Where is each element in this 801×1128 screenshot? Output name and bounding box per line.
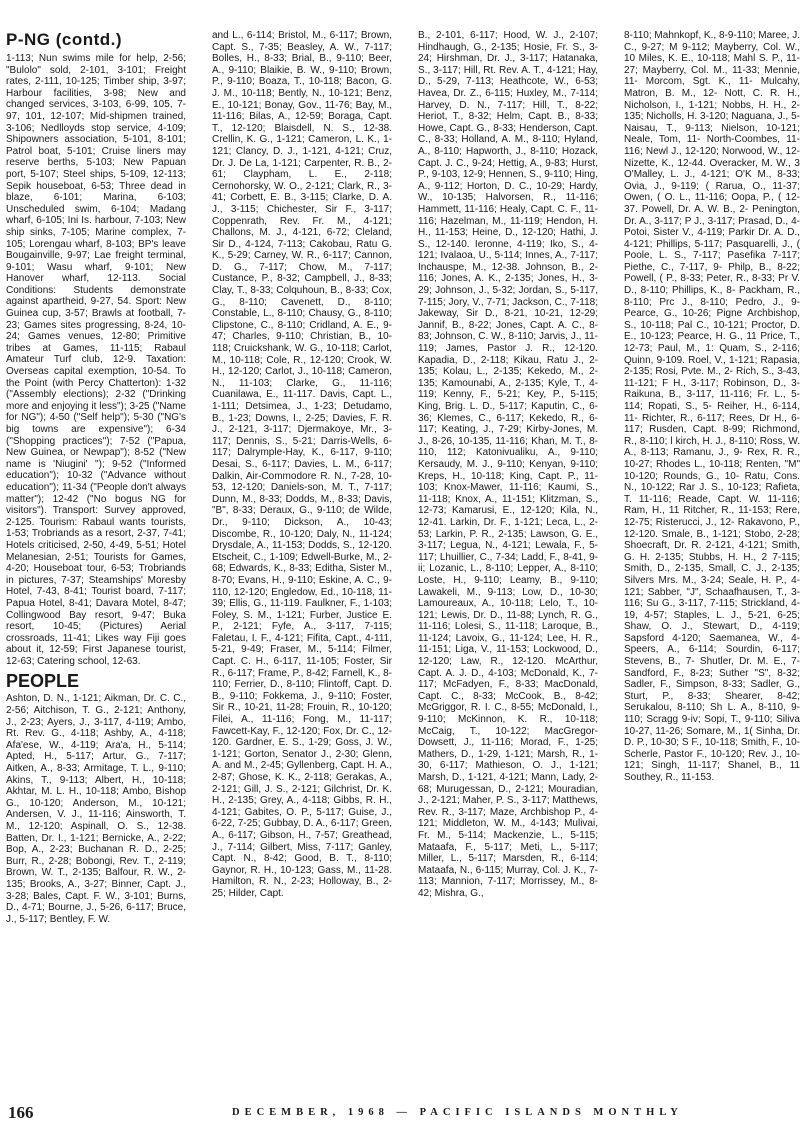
index-column-3 xyxy=(418,30,598,1088)
index-entries-people-m-s: 8-110; Mahnkopf, K., 8-9-110; Maree, J. C., 9-27; M 9-112; Mayberry, Col. W., 10 Miles, K. E., 10-118; Mahl S. P., 11-27; Mayberry, Col. M., 11-33; Mennie, 11- Morcom, Sgt. K., 11- Mulcahy, Matron, B. M., 12- Nott, C. R. H., Nicholson, I., 1-121; Nobbs, H. H., 2-135; Nicholls, H. 3-120; Naguana, J., 5- Naisau, T., 9-113; Nielson, 10-121; Neale, Tom, 11- North-Coombes, 11-116; Newl J., 12-120; Norwood, W., 12- Nizette, K., 12-44. Overacker, M. W., 3 O'Malley, L. J., 4-121; O'K M., 8-33; Ovia, J., 9-119; ( Rarua, O., 11-37; Owen, ( O. L., 11-116; Oopa, P., ( 12-37. Powell, Dr. A. W. B., 2- Penington, Dr. A., 3-117; P J., 3-117; Prasad, D., 4- Potoi, Sister V., 4-119; Parkir Dr. A. D., 4-121; Phillips, 5-117; Pasquarelli, J., ( Poole, L. S., 7-117; Pasefika 7-117; Piethe, C., 7-117, 9- Philp, B., 8-22; Powell, ( P., 8-33; Peter, R., 8-33; Pr V. D., 8-110; Phillips, K., 8- Packham, R., 8-110; Prc J., 8-110; Pedro, J., 9- Pearce, G., 10-26; Pigne Archbishop, S., 10-118; Pal C., 10-121; Proctor, D. E., 10-123; Pearce, H. G., 11 Price, T., 12-73; Paul, M., 1: Quam, S., 2-116; Quinn, 9-109. Roel, V., 1-121; Rapasia, 2-135; Rosi, Pvte. M., 2- Rich, S., 3-43, 11-121; F H., 3-117; Robinson, D., 3- Raikuna, B., 3-117, 11-116; Fr. L., 5-114; Ropati, S., 5- Reiher, H., 6-114, 11- Richter, R., 6-117; Rees, Dr H., 6-117; Rusden, Capt. 8-99; Richmond, R., 8-110; l kirch, H. J., 8-110; Ross, W. A., 8-113; Ramanu, J., 9- Rex, R. R., 10-27; Rhodes L., 10-118; Renten, "M" 10-120; Rounds, G., 10- Ratu, Cons. N., 10-122; Rar J. S., 10-123; Rafieta, T. 11-116; Reade, Capt. W. 11-116; Ram, H., 11 Ritcher, R., 11-153; Rere, 12-75; Risterucci, J., 12- Rakavono, P., 12-120. Smale, B., 1-121; Stobo, 2-28; Shoecraft, Dr. R. 2-121, 4-121; Smith, G. H. 2-135; Stubbs, H. H., 2 7-115; Smith, D., 2-135, Small, C. J., 2-135; Silvers Mrs. M., 3-24; Seale, H. P., 4-121; Sabber, "J", Schaafhausen, T., 3-116; Su G., 3-117, 7-115; Strickland, 4-19, 4-57; Staples, L. J., 5-21, 6-25; Shaw, O. J., Stewart, D., 4-119; Sapsford 4-120; Saemanea, W., 4- Speers, A., 6-114; Sourdin, 6-117; Stevens, B., 7- Shutler, Dr. M. E., 7- Sandford, F., 8-23; Suther "S", 8-32; Sadler, F., Simpson, 8-33; Sadler, G., Sturt, P., 8-33; Shearer, 8-42; Serukalou, 8-110; Sh L. A., 8-110, 9-110; Scragg 9-iv; Sopi, T., 9-110; Siliva 10-27, 11-26; Somare, M., 1( Sinha, Dr. D. P., 10-30; S F., 10-118; Smith, F., 10- Scherle, Pastor F., 10-120; Rev. J., 10-121; Singh, 11-117; Shanel, B., 11 Southey, R., 11-153. xyxy=(624,30,800,783)
section-heading-people: PEOPLE xyxy=(6,671,80,692)
page-footer xyxy=(0,1095,801,1125)
page-number: 166 xyxy=(8,1103,34,1122)
running-head: DECEMBER, 1968 — PACIFIC ISLANDS MONTHLY xyxy=(232,1107,683,1118)
index-entries-people-b-h: and L., 6-114; Bristol, M., 6-117; Brown, Capt. S., 7-35; Beasley, A. W., 7-117; Bolles, H., 8-33; Brial, B., 9-110; Beer, A., 9-110; Blaikie, B. W., 9-110; Brown, P., 9-110; Boaza, T., 10-118; Bacon, G. J. M., 10-118; Bently, N., 10-121; Benz, E., 10-121; Bonay, Gov., 11-76; Bay, M., 11-116; Bilas, A., 12-59; Boraga, Capt. T., 12-120; Blaisdell, N. S., 12-38. Crellin, K. G., 1-121; Cameron, L. K., 1-121; Clancy, D. J., 1-121, 4-121; Cruz, Dr. J. De La, 1-121; Carpenter, R. B., 2-61; Claypham, L. E., 2-118; Cernohorsky, W. O., 2-121; Clark, R., 3-41; Corbett, E. B., 3-115; Clarke, D. A. J., 3-115; Chichester, Sir F., 3-117; Coppenrath, Rev. Fr. M., 4-121; Challons, M. J., 4-121, 6-72; Cleland, Sir D., 4-124, 7-113; Cakobau, Ratu G. K., 5-29; Carney, W. R., 6-117; Cannon, D. G., 7-117; Chow, M., 7-117; Custance, P., 8-32; Campbell, J., 8-33; Clay, T., 8-33; Colquhoun, B., 8-33; Cox, G., 8-110; Cavenett, D., 8-110; Constable, L., 8-110; Chausy, G., 8-110; Clipstone, C., 8-110; Cridland, A. E., 9-47; Charles, 9-110; Christian, B., 10-118; Cruickshank, W. G., 10-118; Carlot, M., 10-118; Cole, R., 12-120; Crook, W. H., 12-120; Carlot, J., 10-118; Cameron, N., 11-103; Clarke, G., 11-116; Cuanilawa, E., 11-117. Davis, Capt. L., 1-111; Detsimea, J., 1-23; Detudamo, B., 1-23; Downs, I., 2-25; Davies, F. R. J., 2-121, 3-117; Djermakoye, Mr., 3-117; Dennis, S., 5-21; Darris-Wells, 6-117; Dalrymple-Hay, K., 6-117, 9-110; Desai, S., 6-117; Davies, L. M., 6-117; Dalkin, Air-Commodore R. N., 7-28, 10-53, 12-120; Daniels-son, M. T., 7-117; Dunn, M., 8-33; Dodds, M., 8-33; Davis, "B", 8-33; Deraux, G., 9-110; de Wilde, Dr., 9-110; Dickson, A., 10-43; Discombe, R., 10-120; Daly, N., 11-124; Drysdale, A., 11-153; Dodds, S., 12-120. Etscheit, C., 1-109; Edwell-Burke, M., 2-68; Edwards, K., 8-33; Editha, Sister M., 8-70; Evans, H., 9-110; Eskine, A. C., 9-110, 12-120; Engledow, Ed., 10-118, 11-39; Ellis, G., 11-119. Faulkner, F., 1-103; Foley, S. M., 1-121; Furber, Justice E. P., 2-121; Fyfe, A., 3-117, 7-115; Faletau, I. F., 4-121; Fifita, Capt., 4-111, 5-21, 9-49; Fraser, M., 5-114; Filmer, Capt. C. H., 6-117, 11-105; Foster, Sir R., 6-117; Frame, P., 8-42; Farnell, K., 8-110; Ferrier, D., 8-110; Flintoff, Capt. D. B., 9-110; Fokkema, J., 9-110; Foster, Sir R., 10-21, 11-28; Frouin, R., 10-120; Filei, A., 11-116; Fong, M., 11-117; Fawcett-Kay, F., 12-120; Fox, Dr. C., 12-120. Gardner, E. S., 1-29; Goss, J. W., 1-121; Gorton, Senator J., 2-30; Glenn, A. and M., 2-45; Gyllenberg, Capt. H. A., 2-87; Ghose, K. K., 2-118; Gerakas, A., 2-121; Gill, J. S., 2-121; Gilchrist, Dr. K. H., 2-135; Grey, A., 4-118; Gibbs, R. H., 4-121; Gabites, O. P., 5-117; Guise, J., 6-22, 7-25; Gubbay, D. A., 6-117; Green, A., 6-117; Gibson, H., 7-57; Greathead, J., 7-114; Gilbert, Miss, 7-117; Ganley, Capt. N., 8-42; Good, B. T., 8-110; Gaynor, R. H., 10-123; Gass, M., 11-28. Hamilton, R. N., 2-23; Holloway, B., 2-25; Hilder, Capt. xyxy=(212,30,392,899)
index-column-4 xyxy=(624,30,800,1088)
index-column-2 xyxy=(212,30,392,1088)
index-entries-people-h-m: B., 2-101, 6-117; Hood, W. J., 2-107; Hindhaugh, G., 2-135; Hosie, Fr. S., 3-24; Hirshman, Dr. J., 3-117; Hatanaka, S., 3-117; Hill, Rt. Rev. A. T., 4-121; Hay, D., 5-29, 7-113; Heathcote, W., 6-53; Havea, Dr. Z., 6-115; Huxley, M., 7-114; Harvey, D. N., 7-117; Hill, T., 8-22; Heriot, T., 8-32; Helm, Capt. B., 8-33; Howe, Capt. G., 8-33; Henderson, Capt. C., 8-33; Holland, A. M., 8-110; Hyland, A., 8-110; Hapworth, J., 8-110; Hozack, Capt. J. C., 9-24; Hettig, A., 9-83; Hurst, P., 9-103, 12-9; Hennen, S., 9-110; Hing, A., 9-112; Horton, D. C., 10-29; Hardy, W., 10-135; Halvorsen, R., 11-116; Hammett, 11-116; Healy, Capt. C. F., 11-116; Hazelman, M., 11-119; Hendon, H. H., 11-153; Heine, D., 12-120; Hathi, J. S., 12-140. Ieronne, 4-119; Iko, S., 4-121; Ivalaoa, U., 5-114; Innes, A., 7-117; Inchauspe, M., 12-38. Johnson, B., 2-116; Jones, A. K., 2-135; Jones, H., 3-29; Johnson, J., 5-32; Jordan, S., 5-117, 7-115; Jory, V., 7-71; Jackson, C., 7-118; Jakeway, Sir D., 8-21, 10-21, 12-29; Jannif, B., 8-22; Jones, Capt. A. C., 8-83; Johnson, C. W., 8-110; Jarvis, J., 11-119; James, Pastor J. R., 12-120. Kapadia, D., 2-118; Kikau, Ratu J., 2-135; Kolau, L., 2-135; Kekedo, M., 2-135; Kamounabi, A., 2-135; Kyle, T., 4-119; Kenny, F., 5-21; Key, P., 5-115; King, Brig. L. D., 5-117; Kaputin, C., 6-36; Klemes, C., 6-117; Kekedo, R., 6-117; Keating, J., 7-29; Kirby-Jones, M. J., 8-26, 10-135, 11-116; Khan, M. T., 8-110, 112; Katonivualiku, A., 9-110; Kersaudy, M. J., 9-110; Kenyan, 9-110; Kreps, H., 10-118; King, Capt. P., 11-103; Knox-Mawer, 11-116; Kaumi, S., 11-118; Knox, A., 11-151; Klitzman, S., 12-73; Kamarusi, E., 12-120; Kila, N., 12-41. Larkin, Dr. F., 1-121; Leca, L., 2-53; Larkin, P. R., 2-135; Lawson, G. E., 3-117; Legua, N., 4-121; Lewala, F., 5-117; Lhuillier, C., 7-34; Ladd, F., 8-41, 9-ii; Lozanic, L., 8-110; Lepper, A., 8-110; Loste, H., 9-110; Leamy, B., 9-110; Lawakeli, M., 9-113; Low, D., 10-30; Lamoureaux, A., 10-118; Lelo, T., 10-121; Lewis, Dr. D., 11-88; Lynch, R. G., 11-116; Lolesi, S., 11-118; Laroque, B., 11-124; Lavoix, G., 11-124; Lee, H. R., 11-151; Liga, V., 11-153; Lockwood, D., 12-120; Law, R., 12-120. McArthur, Capt. A. J. D., 4-103; McDonald, K., 7-117; McFadyen, F., 8-33; MacDonald, Capt. C., 8-33; McCook, B., 8-42; McGriggor, R. I. C., 8-55; McDonald, I., 9-110; McKinnon, K. R., 10-118; McCaig, T., 10-122; MacGregor-Dowsett, J., 11-116; Morad, F., 1-25; Mathers, D., 1-29, 1-121; Marsh, R., 1-30, 6-117; Mathieson, O. J., 1-121; Marsh, D., 1-121, 4-121; Mann, Lady, 2-68; Murugessan, D., 2-121; Mouradian, J., 2-121; Maher, P. S., 3-117; Matthews, Rev. R., 3-117; Maze, Archbishop P., 4-121; Middleton, W. M., 4-143; Mulivai, Fr. M., 5-114; Mackenzie, L., 5-115; Mataafa, F., 5-117; Meti, L., 5-117; Miller, L., 5-117; Marsden, R., 6-114; Mataafa, N., 6-115; Murray, Col. J. K., 7-113; Mannion, 7-117; Morrissey, M., 8-42; Mishra, G., xyxy=(418,30,598,899)
index-column-1 xyxy=(6,30,186,1088)
section-heading-png: P-NG (contd.) xyxy=(6,30,123,49)
index-entries-png: 1-113; Nun swims mile for help, 2-56; "Bulolo" sold, 2-101, 3-101; Freight rates, 2-111, 10-125; Timber ship, 3-97; Harbour facilities, 3-98; New and changed services, 3-103, 6-99, 105, 7-97, 101, 12-107; Mid-shipmen trained, 3-106; Nedlloyds stop service, 4-109; Shipowners association, 5-101, 8-101; Patrol boat, 5-101; Cruise liners may reserve berths, 5-103; New Papuan port, 5-107; Steel ships, 5-109, 12-113; Sepik houseboat, 6-53; Three dead in blaze, 6-101; Marina, 6-103; Unscheduled swim, 6-104; Madang wharf, 6-105; Ini Is. harbour, 7-103; New ship sinks, 7-105; Marine complex, 7-105; Lorengau wharf, 8-103; BP's leave Bougainville, 9-97; Lae freight terminal, 9-101; Wasu wharf, 9-101; New Hanover wharf, 12-113. Social Conditions: Students demonstrate against apartheid, 9-27, 54. Sport: New Guinea cup, 3-57; Brawls at football, 7-23; Games sites progressing, 8-24, 10-24; Games venues, 12-80; Primitive tribes at Games, 11-115; Rabaul Amateur Turf club, 12-9. Taxation: Overseas capital exemption, 10-54. To the Point (with Percy Chatterton): 1-32 ("Assembly elections); 2-32 ("Drinking more and enjoying it less"); 3-25 ("Name for NG"); 4-50 ("Self help"); 5-30 ("NG's big towns are expensive"); 6-34 ("Shopping practices"); 7-52 ("Papua, New Guinea, or Newpap"); 8-52 ("New name is 'Niugini' "); 9-52 ("Informed education"); 10-32 ("Advance without education"); 11-34 ("People don't always matter"); 12-42 ("No bogus NG for visitors"). Transport: Survey approved, 2-125. Tourism: Rabaul wants tourists, 1-53; Trobriands as a resort, 2-37, 7-41; Hotels criticised, 2-50, 4-49, 5-51; Hotel Melanesian, 2-51; Tourists for Games, 4-20; Houseboat tour, 6-53; Trobriands in pictures, 7-37; Steamships' Moresby Hotel, 7-43, 8-41; Tourist board, 7-117; Papua Hotel, 8-41; Davara Motel, 8-47; Collingwood Bay resort, 9-47; Buka resort, 10-45; (Pictures) Aerial crossroads, 11-41; Likes way Fiji goes about it, 12-59; First Japanese tourist, 12-63; Catering school, 12-63. xyxy=(6,53,186,667)
index-entries-people-a-b: Ashton, D. N., 1-121; Aikman, Dr. C. C., 2-56; Aitchison, T. G., 2-121; Anthony, J., 2-23; Ayers, J., 3-117, 4-119; Ambo, Rt. Rev. G., 4-118; Ashby, A., 4-118; Afa'ese, W., 4-119; Ara'a, H., 5-114; Apted, H., 5-117; Artur, G., 7-117; Aitken, A., 8-33; Armitage, T. L., 9-110; Akins, T., 9-113; Albert, H., 10-118; Akhtar, M. L. H., 10-118; Ambo, Bishop G., 10-120; Anderson, M., 10-121; Andersen, V. J., 11-116; Ainsworth, T. M., 12-120; Aspinall, O. S., 12-38. Batten, Dr. I., 1-121; Bernicke, A., 2-22; Bop, A., 2-23; Buchanan R. D., 2-25; Burr, R., 2-28; Bobongi, Rev. T., 2-119; Brown, W. T., 2-135; Balfour, R. W., 2-135; Brooks, A., 3-27; Binner, Capt. J., 3-28; Bales, Capt. F. W., 3-101; Burns, D., 4-71; Bourne, J., 5-26, 6-117; Bruce, J., 5-117; Bentley, F. W. xyxy=(6,693,186,925)
